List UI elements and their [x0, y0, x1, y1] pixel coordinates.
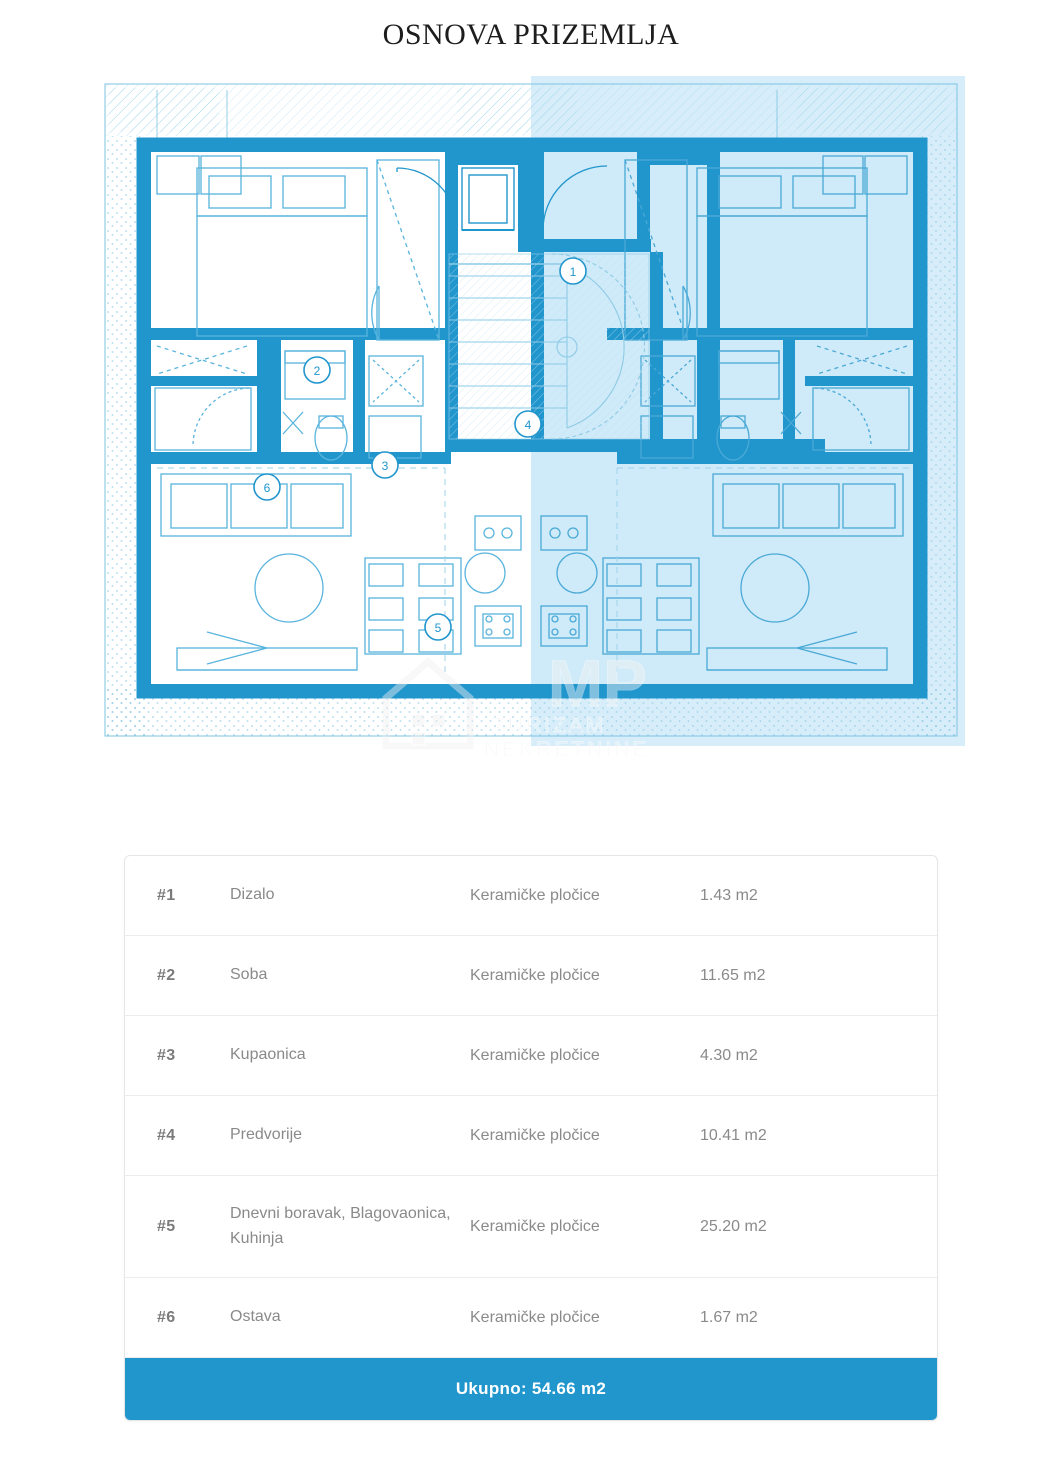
- svg-text:6: 6: [263, 481, 271, 495]
- row-room-name: Ostava: [230, 1308, 281, 1326]
- room-marker-2: [304, 357, 330, 383]
- row-room-name: Dnevni boravak, Blagovaonica, Kuhinja: [230, 1204, 451, 1247]
- row-room-name: Predvorije: [230, 1126, 303, 1144]
- svg-text:4: 4: [524, 418, 532, 432]
- floorplan-drawing: [97, 76, 965, 796]
- row-number: #1: [157, 886, 176, 904]
- table-row: [125, 1096, 937, 1176]
- row-area: 1.43 m2: [700, 886, 758, 904]
- svg-text:2: 2: [313, 364, 321, 378]
- page-title: OSNOVA PRIZEMLJA: [382, 18, 680, 51]
- row-number: #5: [157, 1217, 176, 1235]
- row-area: 4.30 m2: [700, 1046, 758, 1064]
- row-room-name: Dizalo: [230, 886, 275, 904]
- row-material: Keramičke pločice: [470, 1126, 600, 1144]
- row-number: #4: [157, 1126, 176, 1144]
- table-row: [125, 936, 937, 1016]
- row-material: Keramičke pločice: [470, 1217, 600, 1235]
- row-area: 10.41 m2: [700, 1126, 767, 1144]
- room-legend-table: [124, 855, 938, 1421]
- room-marker-4: [515, 411, 541, 437]
- total-area-bar: Ukupno: 54.66 m2: [125, 1358, 937, 1420]
- table-row: [125, 1278, 937, 1358]
- row-room-name: Soba: [230, 966, 268, 984]
- svg-text:3: 3: [381, 459, 389, 473]
- floorplan-figure: [97, 76, 965, 796]
- room-marker-5: [425, 614, 451, 640]
- room-marker-3: [372, 452, 398, 478]
- row-area: 11.65 m2: [700, 966, 766, 984]
- svg-text:5: 5: [434, 621, 442, 635]
- row-area: 25.20 m2: [700, 1217, 767, 1235]
- table-row: [125, 1016, 937, 1096]
- row-material: Keramičke pločice: [470, 1046, 600, 1064]
- svg-text:MP: MP: [548, 646, 647, 720]
- row-material: Keramičke pločice: [470, 1308, 600, 1326]
- room-marker-1: [560, 258, 586, 284]
- room-marker-6: [254, 474, 280, 500]
- table-row: [125, 856, 937, 936]
- table-row: [125, 1176, 937, 1278]
- row-number: #6: [157, 1308, 176, 1326]
- svg-text:TURIZAM: TURIZAM: [492, 714, 607, 737]
- row-room-name: Kupaonica: [230, 1046, 306, 1064]
- row-number: #3: [157, 1046, 176, 1064]
- row-material: Keramičke pločice: [470, 886, 600, 904]
- row-material: Keramičke pločice: [470, 966, 600, 984]
- svg-text:1: 1: [569, 265, 577, 279]
- row-number: #2: [157, 966, 176, 984]
- svg-text:NEKRETNINE: NEKRETNINE: [484, 738, 650, 761]
- row-area: 1.67 m2: [700, 1308, 758, 1326]
